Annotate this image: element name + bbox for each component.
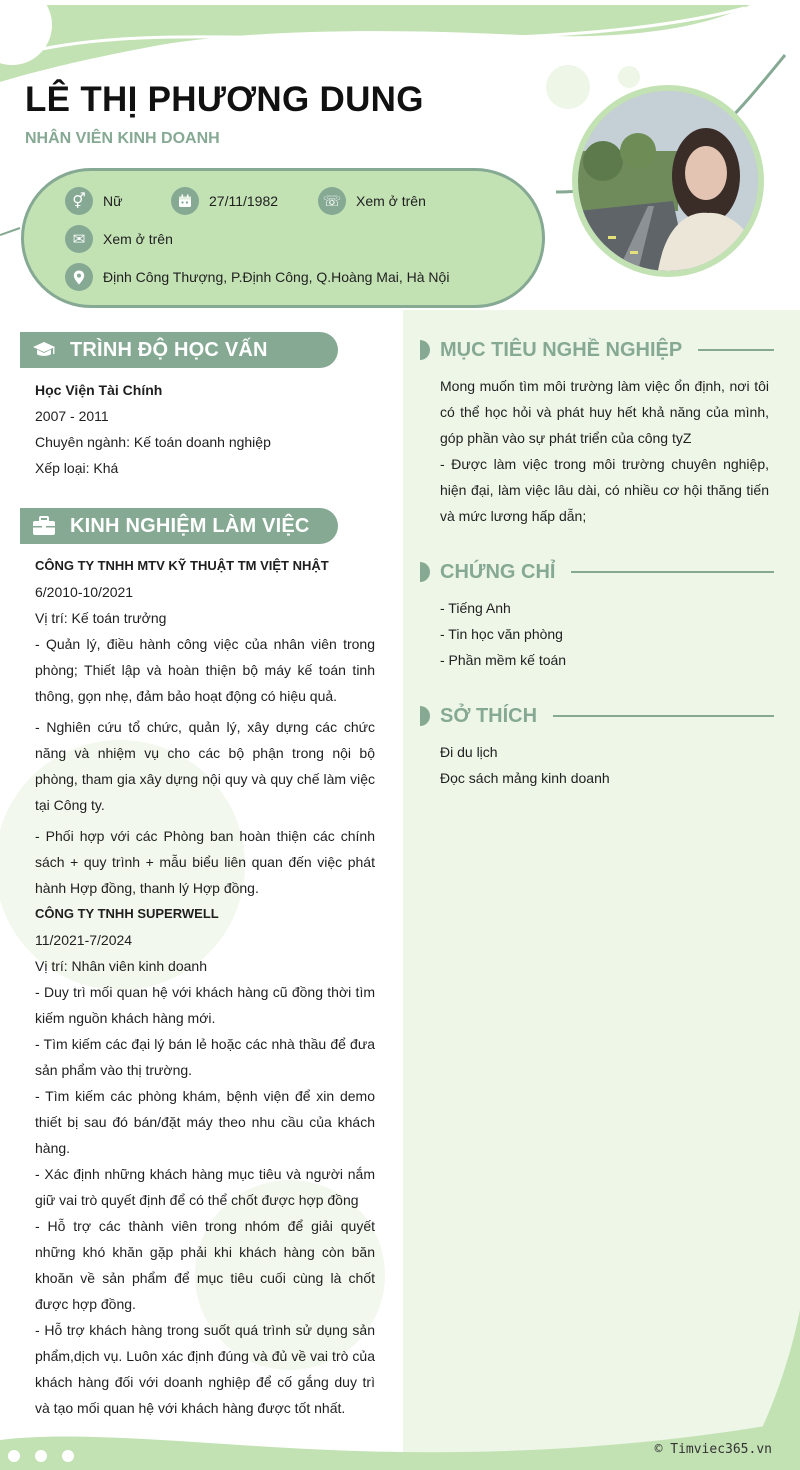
phone-value: Xem ở trên [356,193,426,209]
hobbies-section-header [420,701,774,731]
education-content [35,377,375,481]
location-pin-icon [65,263,93,291]
hobby-item: Đi du lịch [440,744,498,760]
contact-birthday [171,186,278,216]
job-1-period: 6/2010-10/2021 [35,584,134,600]
certificate-item: - Tin học văn phòng [440,626,563,642]
education-major: Chuyên ngành: Kế toán doanh nghiệp [35,434,271,450]
job-2-period: 11/2021-7/2024 [35,932,133,948]
education-heading: TRÌNH ĐỘ HỌC VẤN [70,338,268,361]
hobbies-list [440,739,769,791]
job-1-duty: - Nghiên cứu tổ chức, quản lý, xây dựng các chức năng và nhiệm vụ cho các bộ phận trong nội bộ phòng, tham gia xây dựng nội quy và quy chế làm việc tại Công ty. [35,719,375,813]
certificates-section-header [420,557,774,587]
profile-photo [572,85,764,277]
education-section-header [20,332,338,368]
job-2-duty: - Duy trì mối quan hệ với khách hàng cũ đồng thời tìm kiếm nguồn khách hàng mới. [35,984,375,1026]
experience-heading: KINH NGHIỆM LÀM VIỆC [70,514,310,537]
candidate-name: LÊ THỊ PHƯƠNG DUNG [25,80,424,119]
job-2-duty: - Xác định những khách hàng mục tiêu và người nắm giữ vai trò quyết định để có thể chốt được hợp đồng [35,1166,375,1208]
objective-content [440,373,769,529]
job-2-duty: - Tìm kiếm các phòng khám, bệnh viện để xin demo thiết bị sau đó bán/đặt máy theo nhu cầu của khách hàng. [35,1088,375,1156]
job-2-duty: - Hỗ trợ khách hàng trong suốt quá trình sử dụng sản phẩm,dịch vụ. Luôn xác định đúng và đủ về vai trò của khách hàng đối với doanh nghiệp để cố gắng duy trì và tạo mối quan hệ với khách hàng được tốt nhất. [35,1322,375,1416]
address-value: Định Công Thượng, P.Định Công, Q.Hoàng Mai, Hà Nội [103,269,450,285]
job-2-duty: - Tìm kiếm các đại lý bán lẻ hoặc các nhà thầu để đưa sản phẩm vào thị trường. [35,1036,375,1078]
hobbies-heading: SỞ THÍCH [440,704,538,727]
certificates-heading: CHỨNG CHỈ [440,560,556,583]
calendar-icon [171,187,199,215]
experience-section-header [20,508,338,544]
certificate-item: - Phần mềm kế toán [440,652,567,668]
gender-value: Nữ [103,193,123,209]
email-value: Xem ở trên [103,231,173,247]
footer-watermark: © Timviec365.vn [654,1442,772,1457]
job-title: NHÂN VIÊN KINH DOANH [25,130,220,147]
contact-gender [65,186,122,216]
contact-address [65,262,449,292]
contact-phone [318,186,426,216]
contact-email [65,224,173,254]
contact-info-box [21,168,545,308]
job-1-position: Vị trí: Kế toán trưởng [35,610,167,626]
envelope-icon: ✉ [65,225,93,253]
certificate-item: - Tiếng Anh [440,600,511,616]
objective-heading: MỤC TIÊU NGHỀ NGHIỆP [440,338,683,361]
education-grade: Xếp loại: Khá [35,460,119,476]
briefcase-icon [20,516,68,536]
birthday-value: 27/11/1982 [209,193,279,209]
job-1-duty: - Phối hợp với các Phòng ban hoàn thiện các chính sách + quy trình + mẫu biểu liên quan đến việc phát hành Hợp đồng, thanh lý Hợp đồng. [35,828,375,896]
job-2-position: Vị trí: Nhân viên kinh doanh [35,958,207,974]
objective-paragraph: - Được làm việc trong môi trường chuyên nghiệp, hiện đại, làm việc lâu dài, có nhiều cơ hội thăng tiến và mức lương hấp dẫn; [440,456,769,524]
phone-icon: ☏ [318,187,346,215]
job-2-duty: - Hỗ trợ các thành viên trong nhóm để giải quyết những khó khăn gặp phải khi khách hàng còn băn khoăn về sản phẩm để mục tiêu cuối cùng là chốt được hợp đồng. [35,1218,375,1312]
certificates-list [440,595,769,673]
hobby-item: Đọc sách mảng kinh doanh [440,770,610,786]
education-period: 2007 - 2011 [35,408,109,424]
school-name: Học Viện Tài Chính [35,382,163,398]
job-2 [35,901,375,1421]
job-2-company: CÔNG TY TNHH SUPERWELL [35,906,219,921]
objective-paragraph: Mong muốn tìm môi trường làm việc ổn định, nơi tôi có thể học hỏi và phát huy hết khả năng của mình, góp phần vào sự phát triển của công tyZ [440,378,769,446]
job-1-company: CÔNG TY TNHH MTV KỸ THUẬT TM VIỆT NHẬT [35,558,329,573]
job-1 [35,553,375,901]
gender-icon: ⚥ [65,187,93,215]
objective-section-header [420,335,774,365]
job-1-duty: - Quản lý, điều hành công việc của nhân viên trong phòng; Thiết lập và hoàn thiện bộ máy kế toán tinh thông, gọn nhẹ, đảm bảo hoạt động có hiệu quả. [35,636,375,704]
graduation-cap-icon [20,341,68,359]
